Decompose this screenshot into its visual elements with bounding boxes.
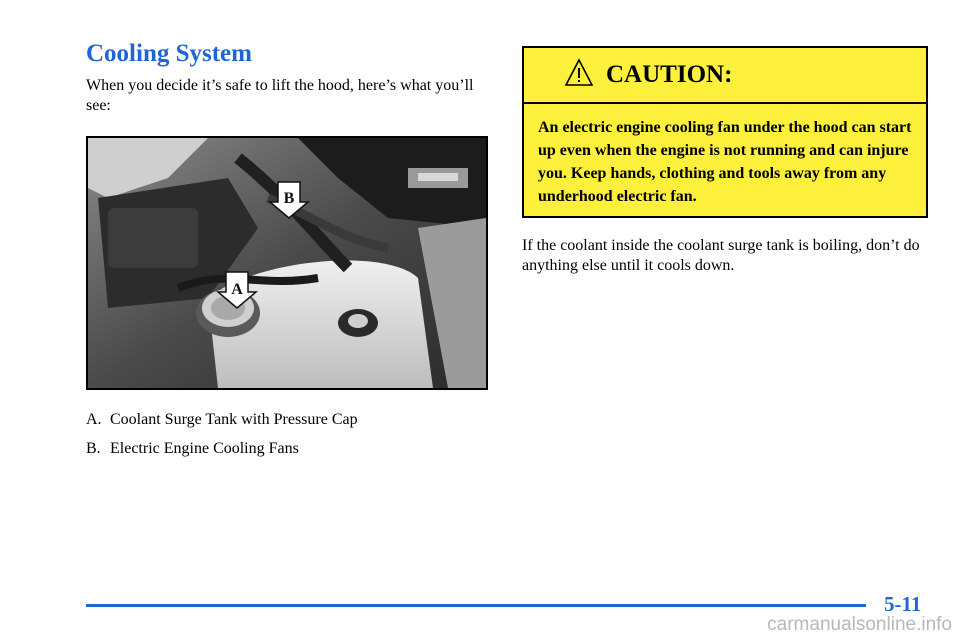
engine-photo-illustration	[88, 138, 486, 388]
warning-triangle-icon	[564, 58, 594, 88]
legend-text: Coolant Surge Tank with Pressure Cap	[110, 411, 358, 428]
marker-b-label: B	[283, 190, 295, 207]
intro-paragraph: When you decide it’s safe to lift the hood, here’s what you’ll see:	[86, 77, 474, 114]
legend-letter: B.	[86, 440, 101, 457]
page-title: Cooling System	[86, 40, 252, 67]
page-number: 5-11	[884, 592, 922, 616]
caution-box	[522, 46, 928, 218]
legend-item-a	[86, 410, 486, 430]
legend-letter: A.	[86, 411, 102, 428]
marker-a-label: A	[231, 281, 243, 298]
legend-text: Electric Engine Cooling Fans	[110, 440, 299, 457]
caution-header	[524, 48, 926, 104]
watermark-logo: carmanualsonline.info	[767, 614, 952, 635]
boiling-coolant-paragraph: If the coolant inside the coolant surge tank is boiling, don’t do anything else until it cools down.	[522, 237, 920, 274]
caution-title: CAUTION:	[606, 61, 733, 88]
caution-text: An electric engine cooling fan under the hood can start up even when the engine is not running and can injure you. Keep hands, clothing and tools away from any underhood electric fan.	[538, 119, 912, 205]
legend-item-b	[86, 439, 486, 459]
engine-photo	[86, 136, 488, 390]
footer-divider	[86, 604, 866, 607]
